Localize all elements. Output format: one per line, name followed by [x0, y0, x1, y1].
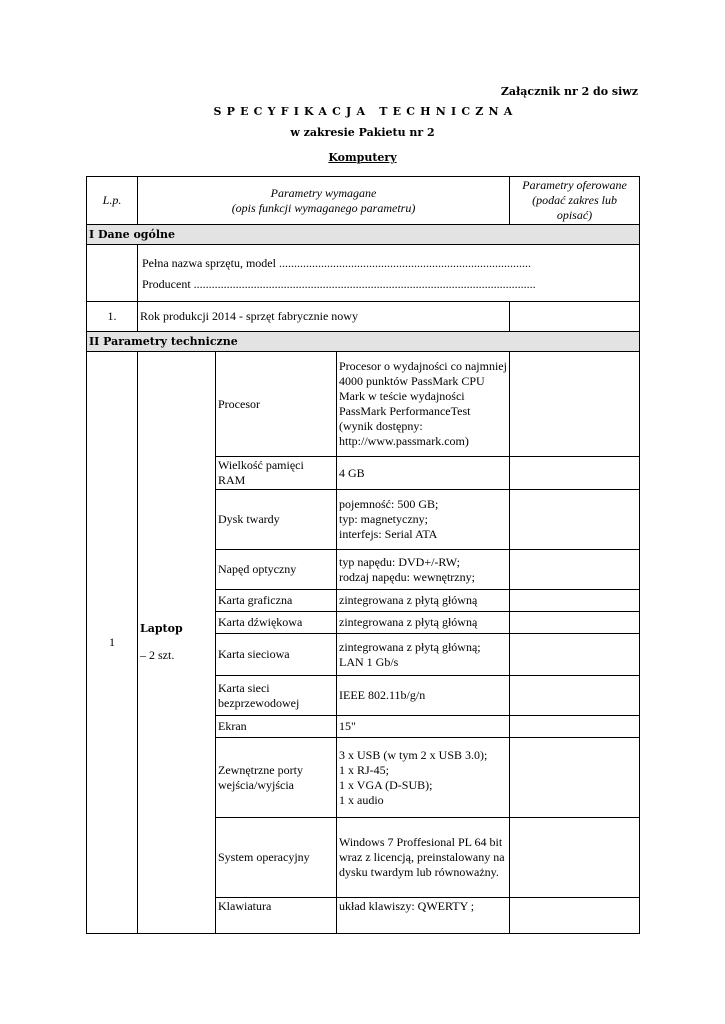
param-value [337, 738, 510, 818]
general-info-row [87, 245, 640, 302]
param-name: Karta sieci bezprzewodowej [216, 676, 337, 716]
param-name: Procesor [216, 352, 337, 457]
header-required-line1: Parametry wymagane [270, 185, 377, 200]
production-year-lp: 1. [87, 302, 138, 332]
production-year-row [87, 302, 640, 332]
param-offered [510, 898, 640, 934]
table-header-row [87, 177, 640, 225]
param-name: Ekran [216, 716, 337, 738]
param-name: Klawiatura [216, 898, 337, 934]
header-required [138, 177, 510, 225]
param-name: Wielkość pamięci RAM [216, 457, 337, 490]
header-offered-line3: opisać) [556, 208, 593, 222]
param-value-line: interfejs: Serial ATA [339, 527, 438, 541]
category-title: Komputery [328, 151, 397, 164]
document-subtitle: w zakresie Pakietu nr 2 [290, 126, 435, 139]
param-name: System operacyjny [216, 818, 337, 898]
item-name: Laptop [140, 622, 183, 636]
param-offered [510, 590, 640, 612]
param-value: IEEE 802.11b/g/n [337, 676, 510, 716]
section-general-title: I Dane ogólne [87, 225, 640, 245]
item-lp: 1 [87, 352, 138, 934]
param-value: zintegrowana z płytą główną [337, 590, 510, 612]
param-name: Karta dźwiękowa [216, 612, 337, 634]
annex-label: Załącznik nr 2 do siwz [500, 85, 638, 98]
param-value: Procesor o wydajności co najmniej 4000 punktów PassMark CPU Mark w teście wydajności PassMark PerformanceTest (wynik dostępny: http://www.passmark.com) [337, 352, 510, 457]
param-value: Windows 7 Proffesional PL 64 bit wraz z licencją, preinstalowany na dysku twardym lub równoważny. [337, 818, 510, 898]
param-offered [510, 612, 640, 634]
specification-table [86, 176, 640, 934]
producer-line: Producent .................................................................................................................. [142, 277, 536, 291]
param-value-line: 1 x VGA (D-SUB); [339, 777, 433, 792]
section-technical-title: II Parametry techniczne [87, 332, 640, 352]
param-name: Zewnętrzne porty wejścia/wyjścia [216, 738, 337, 818]
param-value-line: 3 x USB (w tym 2 x USB 3.0); [339, 747, 488, 762]
param-value [337, 550, 510, 590]
param-name: Napęd optyczny [216, 550, 337, 590]
param-value: 15" [337, 716, 510, 738]
equipment-name-line: Pełna nazwa sprzętu, model .................................................................................... [142, 256, 531, 270]
param-value-line: typ napędu: DVD+/-RW; [339, 554, 460, 569]
param-name: Karta sieciowa [216, 634, 337, 676]
param-offered [510, 457, 640, 490]
param-offered [510, 634, 640, 676]
section-technical-row [87, 332, 640, 352]
param-value-line: 1 x RJ-45; [339, 762, 390, 777]
param-offered [510, 676, 640, 716]
param-value-line: 1 x audio [339, 792, 384, 807]
document-title: SPECYFIKACJA TECHNICZNA [213, 105, 518, 118]
param-value [337, 634, 510, 676]
param-value-line: LAN 1 Gb/s [339, 654, 399, 669]
header-required-line2: (opis funkcji wymaganego parametru) [231, 200, 416, 215]
header-lp: L.p. [87, 177, 138, 225]
item-quantity: – 2 szt. [140, 647, 175, 662]
param-offered [510, 716, 640, 738]
param-value-line: rodzaj napędu: wewnętrzny; [339, 569, 475, 584]
header-offered-line2: (podać zakres lub [532, 193, 617, 207]
param-row-processor [87, 352, 640, 457]
param-offered [510, 490, 640, 550]
param-name: Dysk twardy [216, 490, 337, 550]
param-value-line: pojemność: 500 GB; [339, 497, 439, 511]
header-offered [510, 177, 640, 225]
general-info-text [138, 245, 640, 302]
param-offered [510, 550, 640, 590]
section-general-row [87, 225, 640, 245]
param-offered [510, 818, 640, 898]
param-offered [510, 352, 640, 457]
param-value [337, 490, 510, 550]
header-offered-line1: Parametry oferowane [522, 178, 627, 192]
production-year-text: Rok produkcji 2014 - sprzęt fabrycznie nowy [138, 302, 510, 332]
param-value: zintegrowana z płytą główną [337, 612, 510, 634]
production-year-offered [510, 302, 640, 332]
param-value-line: typ: magnetyczny; [339, 512, 428, 526]
param-value-line: zintegrowana z płytą główną; [339, 639, 481, 654]
param-value: układ klawiszy: QWERTY ; [337, 898, 510, 934]
param-name: Karta graficzna [216, 590, 337, 612]
general-info-lp [87, 245, 138, 302]
param-offered [510, 738, 640, 818]
param-value: 4 GB [337, 457, 510, 490]
item-name-cell [138, 352, 216, 934]
